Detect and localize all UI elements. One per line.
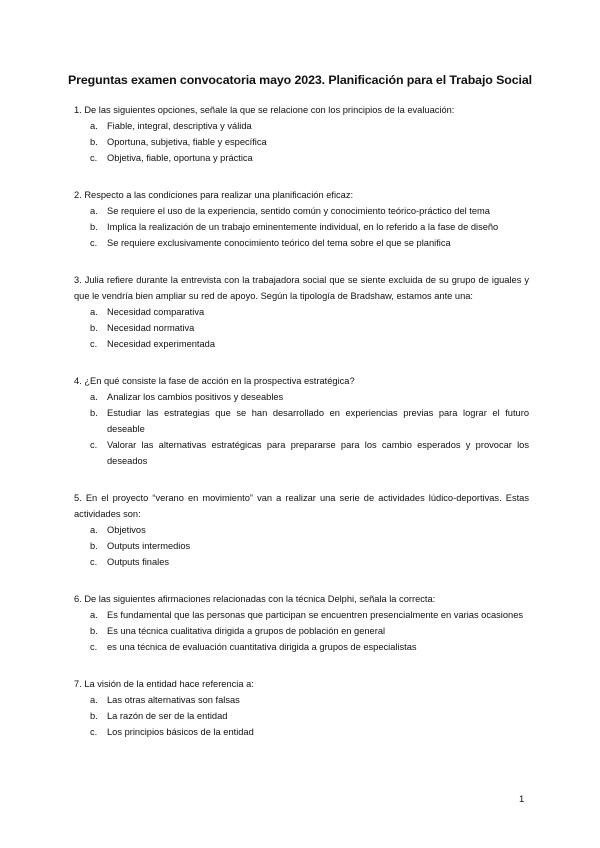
question-text: 3. Julia refiere durante la entrevista con la trabajadora social que se siente excluida de su grupo de iguales y que le vendría bien ampliar su red de apoyo. Según la tipología de Bradshaw, estamos ante una:	[74, 275, 529, 301]
option-text: La razón de ser de la entidad	[107, 711, 228, 721]
option-letter: b.	[90, 222, 98, 232]
question-text: 6. De las siguientes afirmaciones relacionadas con la técnica Delphi, señala la correcta:	[74, 594, 436, 604]
question-7	[74, 676, 529, 740]
question-text: 1. De las siguientes opciones, señale la que se relacione con los principios de la evaluación:	[74, 105, 455, 115]
option-text: Necesidad normativa	[107, 323, 195, 333]
option-letter: a.	[90, 307, 98, 317]
option-item	[74, 724, 529, 740]
option-text: Analizar los cambios positivos y deseables	[107, 392, 284, 402]
question-3	[74, 272, 529, 352]
option-item	[74, 692, 529, 708]
question-5	[74, 490, 529, 570]
option-text: Las otras alternativas son falsas	[107, 695, 240, 705]
document-title: Preguntas examen convocatoria mayo 2023. Planificación para el Trabajo Social	[67, 73, 533, 87]
option-text: Los principios básicos de la entidad	[107, 727, 254, 737]
question-list	[74, 102, 529, 761]
page-number: 1	[519, 794, 525, 805]
option-letter: c.	[90, 339, 98, 349]
option-item	[74, 219, 529, 235]
option-letter: c.	[90, 557, 98, 567]
option-text: Fiable, integral, descriptiva y válida	[107, 121, 252, 131]
option-list	[74, 522, 529, 570]
option-letter: a.	[90, 206, 98, 216]
question-4	[74, 373, 529, 469]
option-list	[74, 389, 529, 469]
question-text: 2. Respecto a las condiciones para realizar una planificación eficaz:	[74, 190, 354, 200]
option-item	[74, 336, 529, 352]
question-text: 4. ¿En qué consiste la fase de acción en la prospectiva estratégica?	[74, 376, 355, 386]
option-item	[74, 203, 529, 219]
option-item	[74, 134, 529, 150]
option-letter: b.	[90, 408, 98, 418]
option-text: Necesidad comparativa	[107, 307, 205, 317]
option-list	[74, 692, 529, 740]
option-text: Implica la realización de un trabajo eminentemente individual, en lo referido a la fase de diseño	[107, 222, 499, 232]
option-letter: a.	[90, 392, 98, 402]
option-text: Es fundamental que las personas que participan se encuentren presencialmente en varias ocasiones	[107, 610, 524, 620]
option-item	[74, 437, 529, 469]
option-text: Necesidad experimentada	[107, 339, 216, 349]
option-list	[74, 118, 529, 166]
option-letter: a.	[90, 525, 98, 535]
option-letter: b.	[90, 541, 98, 551]
option-item	[74, 405, 529, 437]
option-letter: b.	[90, 323, 98, 333]
option-text: Objetiva, fiable, oportuna y práctica	[107, 153, 253, 163]
option-item	[74, 623, 529, 639]
option-text: Oportuna, subjetiva, fiable y específica	[107, 137, 267, 147]
option-text: Estudiar las estrategias que se han desarrollado en experiencias previas para lograr el futuro deseable	[107, 408, 529, 434]
option-list	[74, 203, 529, 251]
question-text: 7. La visión de la entidad hace referencia a:	[74, 679, 254, 689]
option-list	[74, 607, 529, 655]
option-item	[74, 607, 529, 623]
option-letter: b.	[90, 711, 98, 721]
option-text: Objetivos	[107, 525, 146, 535]
option-letter: a.	[90, 610, 98, 620]
option-item	[74, 150, 529, 166]
option-text: Outputs finales	[107, 557, 170, 567]
option-item	[74, 118, 529, 134]
option-item	[74, 538, 529, 554]
question-1	[74, 102, 529, 166]
option-item	[74, 708, 529, 724]
question-2	[74, 187, 529, 251]
option-text: Se requiere el uso de la experiencia, sentido común y conocimiento teórico-práctico del tema	[107, 206, 490, 216]
option-text: Es una técnica cualitativa dirigida a grupos de población en general	[107, 626, 386, 636]
option-letter: c.	[90, 153, 98, 163]
option-letter: c.	[90, 440, 98, 450]
option-item	[74, 639, 529, 655]
option-text: es una técnica de evaluación cuantitativa dirigida a grupos de especialistas	[107, 642, 417, 652]
option-text: Outputs intermedios	[107, 541, 191, 551]
option-item	[74, 235, 529, 251]
option-item	[74, 522, 529, 538]
option-item	[74, 304, 529, 320]
option-letter: b.	[90, 137, 98, 147]
option-item	[74, 320, 529, 336]
option-text: Se requiere exclusivamente conocimiento teórico del tema sobre el que se planifica	[107, 238, 451, 248]
option-letter: c.	[90, 727, 98, 737]
option-text: Valorar las alternativas estratégicas para prepararse para los cambio esperados y provocar los deseados	[107, 440, 529, 466]
option-letter: a.	[90, 121, 98, 131]
option-item	[74, 554, 529, 570]
option-letter: c.	[90, 642, 98, 652]
option-letter: a.	[90, 695, 98, 705]
question-6	[74, 591, 529, 655]
option-letter: b.	[90, 626, 98, 636]
option-list	[74, 304, 529, 352]
question-text: 5. En el proyecto “verano en movimiento” van a realizar una serie de actividades lúdico-deportivas. Estas actividades son:	[74, 493, 529, 519]
option-item	[74, 389, 529, 405]
option-letter: c.	[90, 238, 98, 248]
